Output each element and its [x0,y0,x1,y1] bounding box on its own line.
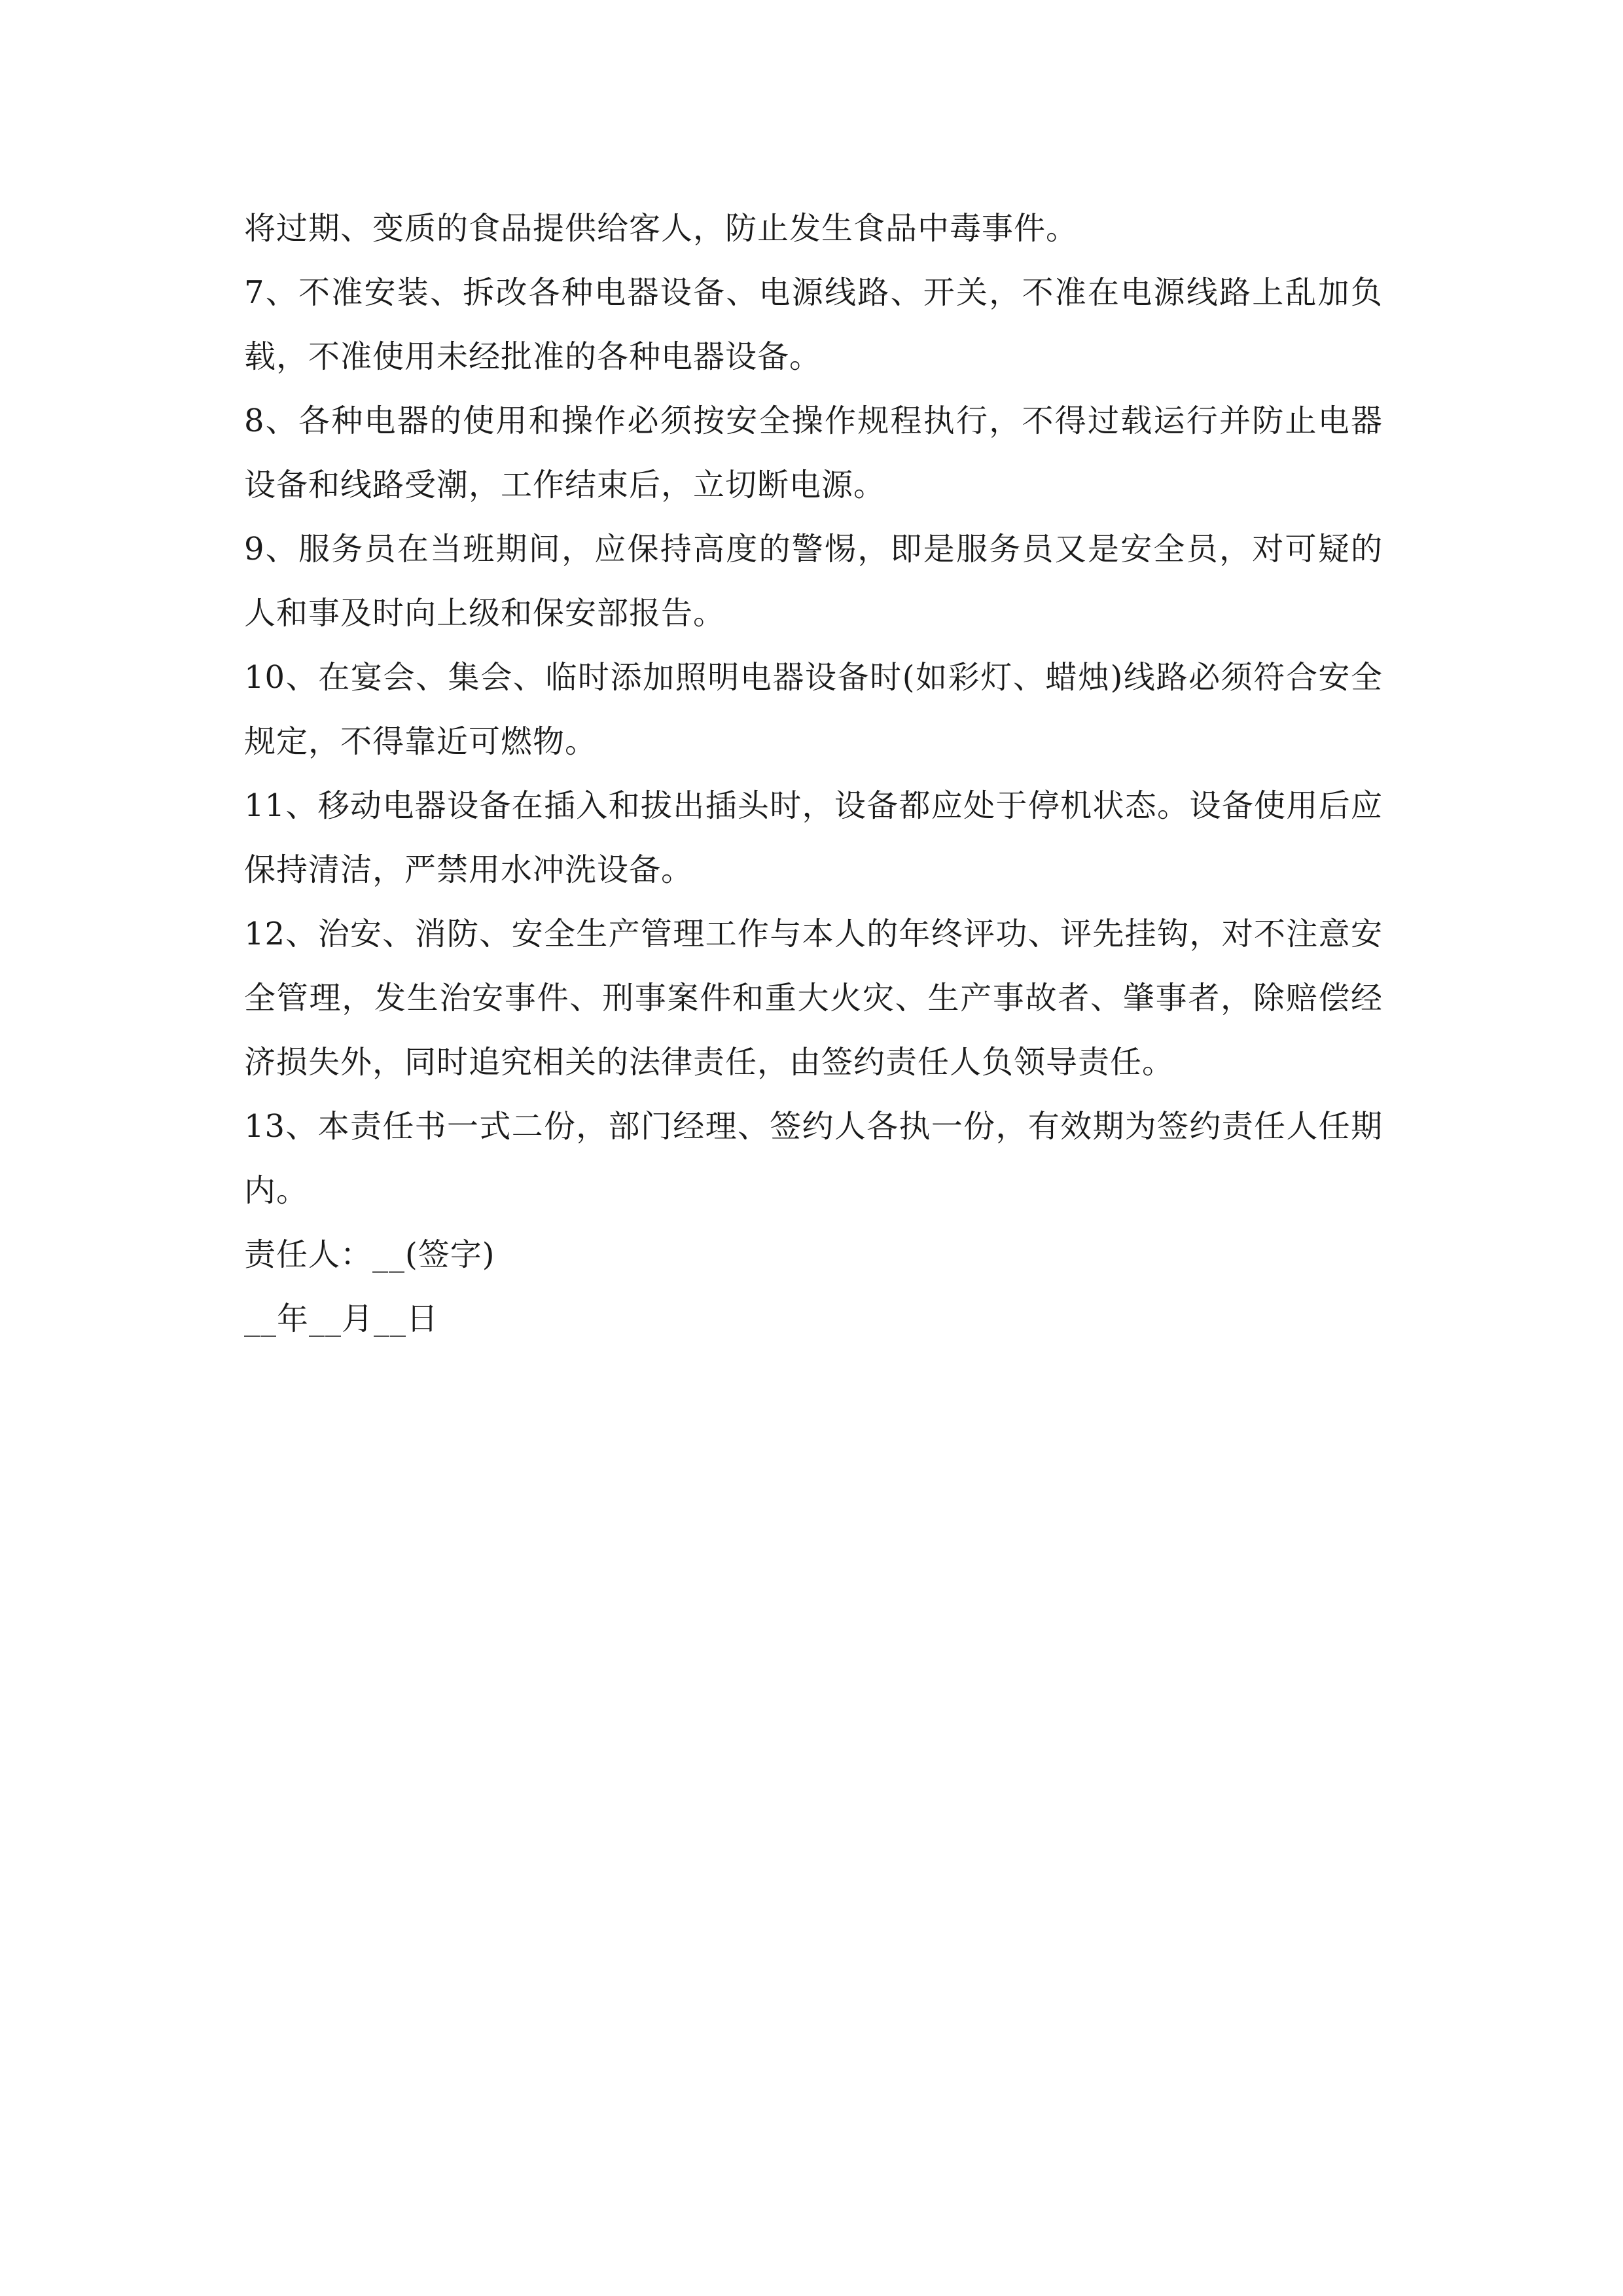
signature-line: 责任人：__(签字) [244,1236,495,1273]
document-body [244,196,1383,1351]
paragraph-item-13: 13、本责任书一式二份，部门经理、签约人各执一份，有效期为签约责任人任期内。 [244,1108,1383,1209]
paragraph-food-safety: 将过期、变质的食品提供给客人，防止发生食品中毒事件。 [244,210,1079,247]
paragraph-item-8: 8、各种电器的使用和操作必须按安全操作规程执行，不得过载运行并防止电器设备和线路受潮，工作结束后，立切断电源。 [244,403,1383,503]
paragraph-item-11: 11、移动电器设备在插入和拔出插头时，设备都应处于停机状态。设备使用后应保持清洁，严禁用水冲洗设备。 [244,787,1383,888]
paragraph-item-9: 9、服务员在当班期间，应保持高度的警惕，即是服务员又是安全员，对可疑的人和事及时向上级和保安部报告。 [244,531,1383,632]
date-line: __年__月__日 [244,1300,439,1337]
paragraph-item-10: 10、在宴会、集会、临时添加照明电器设备时(如彩灯、蜡烛)线路必须符合安全规定，不得靠近可燃物。 [244,659,1383,760]
paragraph-item-7: 7、不准安装、拆改各种电器设备、电源线路、开关，不准在电源线路上乱加负载，不准使用未经批准的各种电器设备。 [244,274,1383,375]
paragraph-item-12: 12、治安、消防、安全生产管理工作与本人的年终评功、评先挂钩，对不注意安全管理，发生治安事件、刑事案件和重大火灾、生产事故者、肇事者，除赔偿经济损失外，同时追究相关的法律责任，由签约责任人负领导责任。 [244,916,1383,1081]
